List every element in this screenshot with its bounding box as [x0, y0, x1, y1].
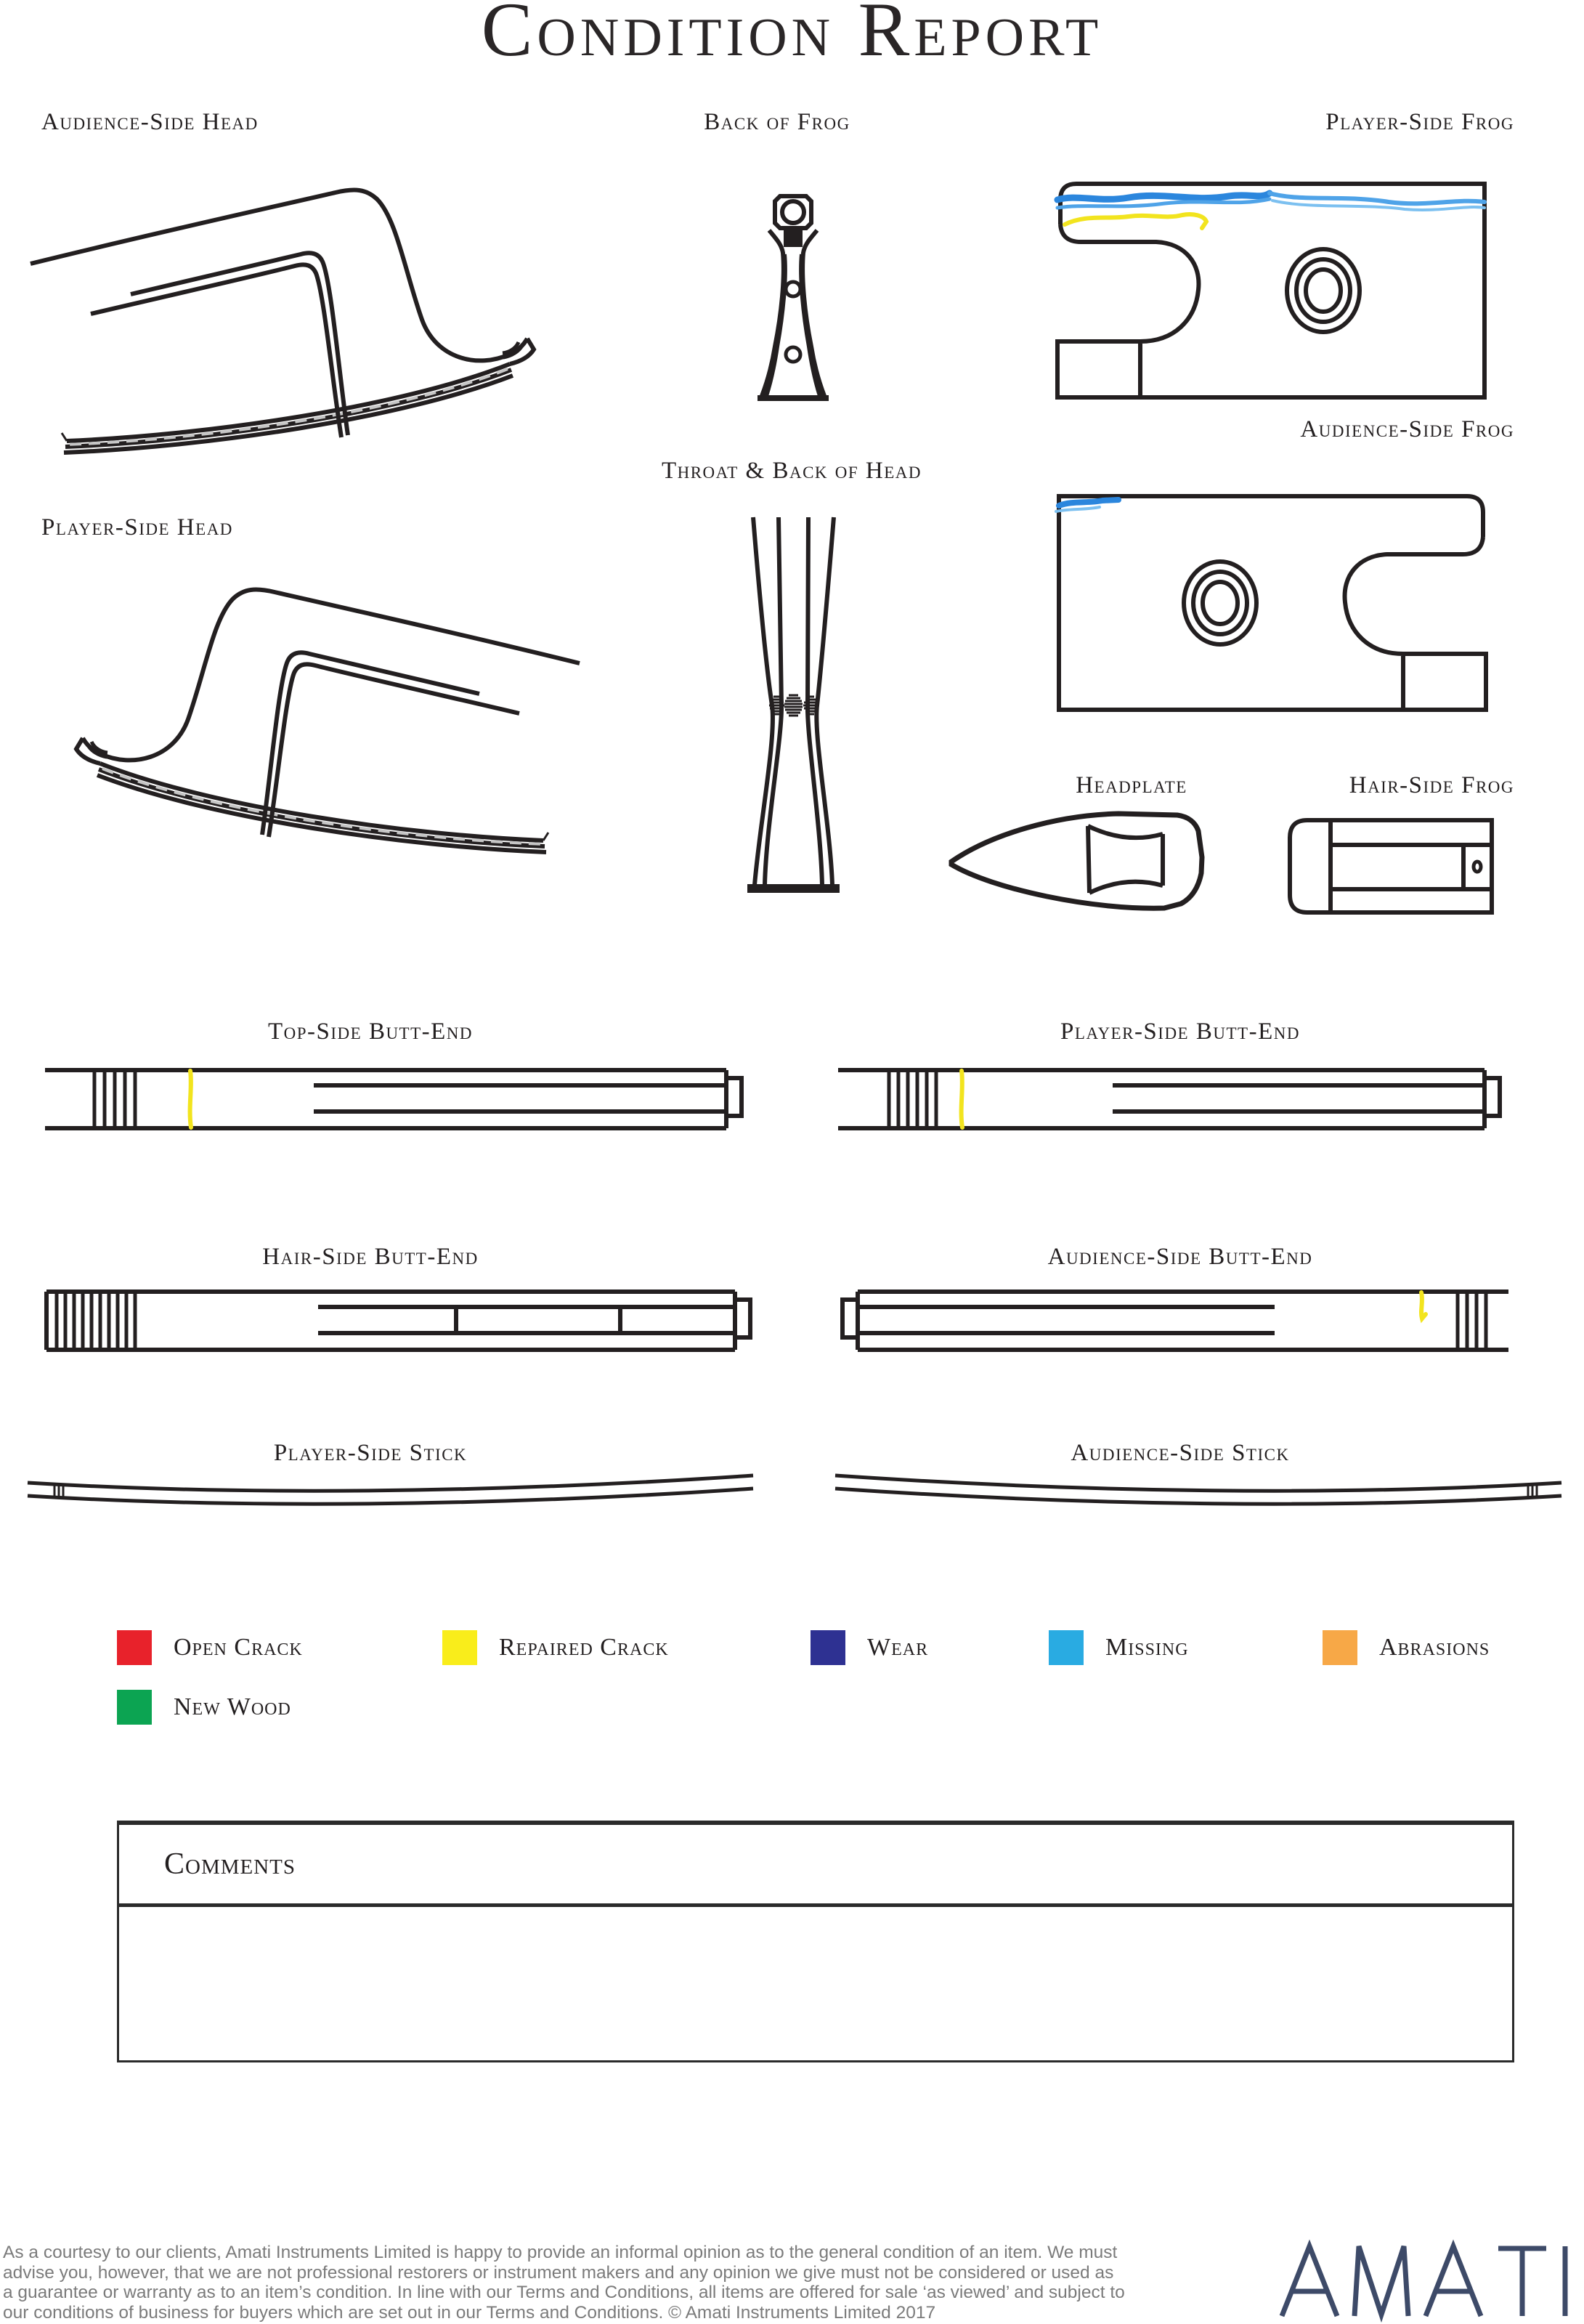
open-crack-swatch	[117, 1630, 152, 1665]
label-player-side-head: Player-Side Head	[41, 514, 233, 540]
label-hair-side-frog: Hair-Side Frog	[1349, 772, 1514, 798]
button-end	[1485, 1078, 1500, 1116]
label-back-of-frog: Back of Frog	[704, 109, 850, 135]
label-audience-side-butt-end: Audience-Side Butt-End	[1047, 1244, 1313, 1270]
legend-item-abrasions	[1323, 1630, 1490, 1665]
throat-ornament-right	[803, 697, 819, 714]
new-wood-swatch	[117, 1690, 152, 1725]
audience-side-head-drawing	[22, 142, 588, 454]
footer-line: a guarantee or warranty as to an item’s condition. In line with our Terms and Conditions, all items are offered for sale ‘as viewed’ and subject to	[3, 2283, 1125, 2302]
label-player-side-stick: Player-Side Stick	[273, 1440, 468, 1466]
label-audience-side-head: Audience-Side Head	[41, 109, 259, 135]
legend-item-open-crack	[117, 1630, 303, 1665]
lapping-hatch	[94, 1070, 135, 1128]
button-end	[735, 1300, 750, 1337]
label-throat-back-of-head: Throat & Back of Head	[661, 458, 922, 484]
audience-side-stick-drawing	[829, 1473, 1565, 1511]
page-title: Condition Report	[481, 0, 1103, 72]
amati-logo	[1280, 2245, 1569, 2317]
comments-body[interactable]	[119, 1907, 1512, 2065]
legend-item-new-wood	[117, 1690, 291, 1725]
legend-label: New Wood	[174, 1693, 291, 1720]
legend-item-repaired-crack	[442, 1630, 669, 1665]
missing-annotation-audience-frog	[1056, 500, 1118, 511]
audience-side-butt-end-drawing	[832, 1286, 1511, 1355]
legend-label: Missing	[1105, 1634, 1189, 1661]
label-top-side-butt-end: Top-Side Butt-End	[267, 1019, 474, 1045]
logo-letter-m	[1354, 2246, 1408, 2316]
player-side-frog-drawing	[1055, 178, 1490, 403]
audience-side-frog-drawing	[1053, 490, 1489, 716]
footer-line: advise you, however, that we are not professional restorers or instrument makers and any opinion we give must not be considered or used as	[3, 2262, 1114, 2283]
hair-side-butt-end-drawing	[44, 1286, 755, 1355]
footer-line: our conditions of business for buyers which are set out in our Terms and Conditions. © Amati Instruments Limited 2017	[3, 2302, 936, 2323]
comments-title: Comments	[164, 1847, 296, 1881]
legend-label: Wear	[867, 1634, 929, 1661]
label-headplate: Headplate	[1076, 772, 1187, 798]
footer-disclaimer	[3, 2243, 1125, 2323]
lapping-hatch	[57, 1292, 135, 1350]
footer-line: As a courtesy to our clients, Amati Instruments Limited is happy to provide an informal opinion as to the general condition of an item. We must	[3, 2243, 1118, 2262]
abrasions-swatch	[1323, 1630, 1357, 1665]
player-side-stick-drawing	[25, 1473, 755, 1511]
label-audience-side-frog: Audience-Side Frog	[1300, 416, 1514, 442]
label-player-side-butt-end: Player-Side Butt-End	[1060, 1019, 1300, 1045]
player-side-head-drawing	[22, 541, 588, 854]
comments-header	[119, 1825, 1512, 1907]
wear-swatch	[811, 1630, 845, 1665]
headplate-drawing	[948, 806, 1209, 915]
logo-letter-t	[1498, 2248, 1546, 2316]
logo-letter-a	[1282, 2246, 1337, 2316]
throat-ornament-center	[784, 695, 803, 716]
legend-item-missing	[1049, 1630, 1189, 1665]
missing-swatch	[1049, 1630, 1084, 1665]
legend-item-wear	[811, 1630, 928, 1665]
throat-ornament-left	[769, 697, 784, 714]
label-hair-side-butt-end: Hair-Side Butt-End	[262, 1244, 479, 1270]
legend-label: Open Crack	[174, 1634, 303, 1661]
comments-box	[117, 1821, 1514, 2062]
label-audience-side-stick: Audience-Side Stick	[1071, 1440, 1290, 1466]
button-end	[726, 1078, 742, 1116]
hair-side-frog-drawing	[1286, 817, 1496, 915]
repaired-crack-annotation-audience-butt	[1421, 1292, 1426, 1319]
legend-label: Abrasions	[1379, 1634, 1490, 1661]
repaired-crack-swatch	[442, 1630, 477, 1665]
label-player-side-frog: Player-Side Frog	[1325, 109, 1514, 135]
legend-label: Repaired Crack	[499, 1634, 669, 1661]
missing-annotation-player-frog	[1057, 193, 1485, 210]
logo-letter-a	[1426, 2246, 1481, 2316]
lapping-hatch	[1458, 1292, 1486, 1350]
repaired-crack-annotation-top-butt	[190, 1071, 191, 1127]
button-end	[842, 1300, 858, 1337]
back-of-frog-drawing	[715, 190, 872, 408]
player-side-butt-end-drawing	[837, 1064, 1512, 1133]
top-side-butt-end-drawing	[44, 1064, 755, 1133]
lapping-hatch	[889, 1070, 936, 1128]
throat-back-of-head-drawing	[744, 512, 842, 894]
repaired-crack-annotation-player-frog	[1065, 214, 1206, 228]
